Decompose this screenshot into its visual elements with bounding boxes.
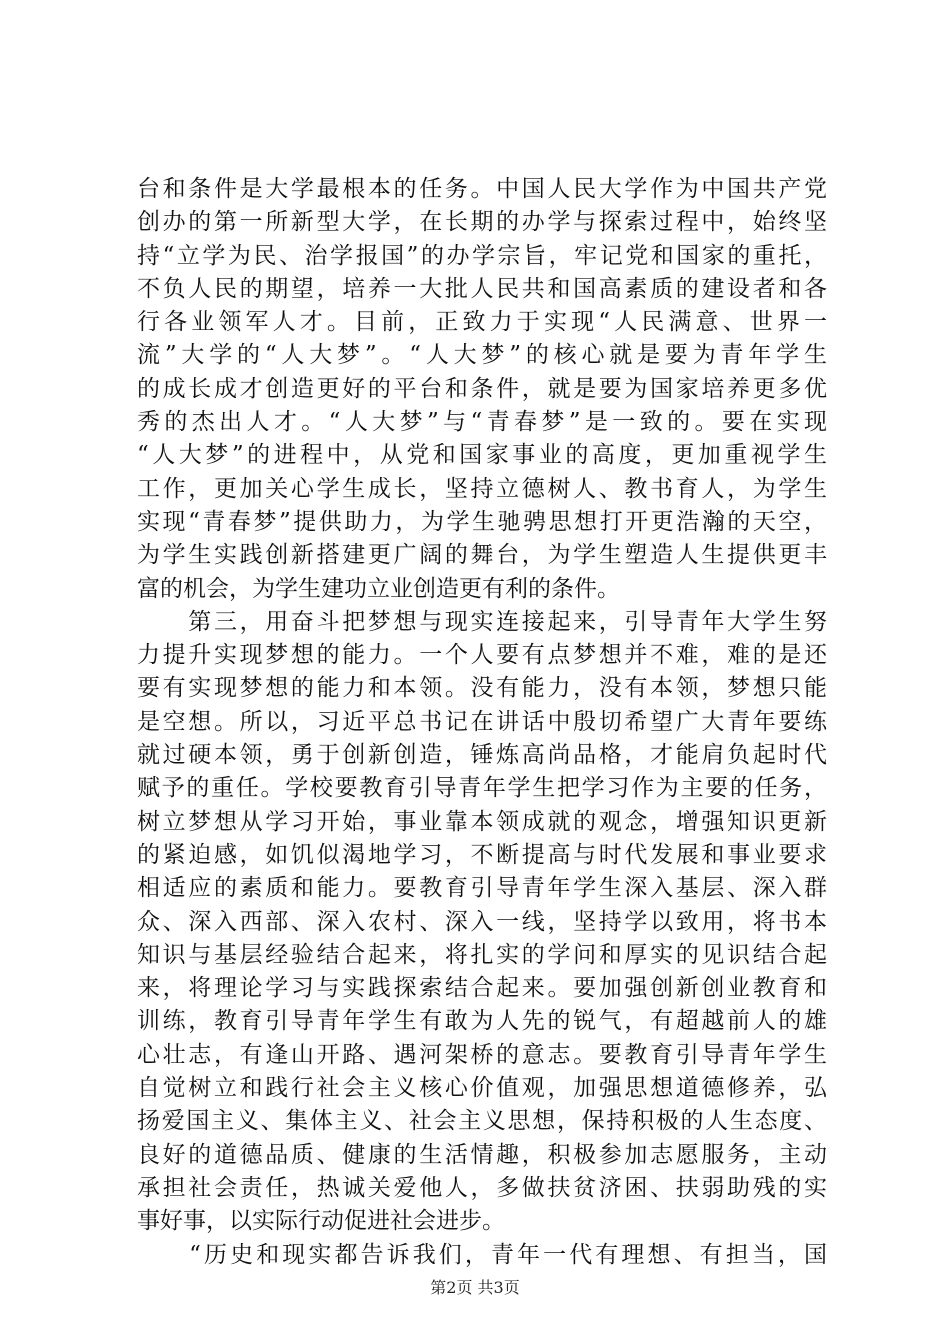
text-line: 训练，教育引导青年学生有敢为人先的锐气，有超越前人的雄: [137, 1008, 827, 1035]
text-line: 众、深入西部、深入农村、深入一线，坚持学以致用，将书本: [137, 908, 827, 935]
body-text: [137, 173, 827, 1272]
text-line: 的紧迫感，如饥似渴地学习，不断提高与时代发展和事业要求: [137, 841, 827, 868]
text-line: 行各业领军人才。目前，正致力于实现“人民满意、世界一: [137, 309, 827, 336]
text-line: 良好的道德品质、健康的生活情趣，积极参加志愿服务，主动: [137, 1141, 827, 1168]
text-line: 事好事，以实际行动促进社会进步。: [137, 1208, 505, 1235]
text-line: “历史和现实都告诉我们，青年一代有理想、有担当，国: [137, 1241, 827, 1268]
text-line: 工作，更加关心学生成长，坚持立德树人、教书育人，为学生: [137, 475, 827, 502]
text-line: 富的机会，为学生建功立业创造更有利的条件。: [137, 575, 620, 602]
text-line: 第三，用奋斗把梦想与现实连接起来，引导青年大学生努: [137, 608, 827, 635]
text-line: 实现“青春梦”提供助力，为学生驰骋思想打开更浩瀚的天空，: [137, 508, 827, 535]
text-line: 台和条件是大学最根本的任务。中国人民大学作为中国共产党: [137, 176, 827, 202]
text-line: 流”大学的“人大梦”。“人大梦”的核心就是要为青年学生: [137, 342, 827, 369]
text-line: 来，将理论学习与实践探索结合起来。要加强创新创业教育和: [137, 975, 827, 1002]
text-line: 为学生实践创新搭建更广阔的舞台，为学生塑造人生提供更丰: [137, 542, 827, 569]
text-line: 知识与基层经验结合起来，将扎实的学问和厚实的见识结合起: [137, 941, 827, 968]
text-line: 就过硬本领，勇于创新创造，锤炼高尚品格，才能肩负起时代: [137, 742, 827, 769]
text-line: 创办的第一所新型大学，在长期的办学与探索过程中，始终坚: [137, 209, 827, 236]
text-line: 的成长成才创造更好的平台和条件，就是要为国家培养更多优: [137, 375, 827, 402]
text-line: 扬爱国主义、集体主义、社会主义思想，保持积极的人生态度、: [137, 1108, 827, 1135]
text-line: 相适应的素质和能力。要教育引导青年学生深入基层、深入群: [137, 875, 827, 902]
text-line: 力提升实现梦想的能力。一个人要有点梦想并不难，难的是还: [137, 642, 827, 669]
text-line: 不负人民的期望，培养一大批人民共和国高素质的建设者和各: [137, 275, 827, 302]
text-line: 心壮志，有逢山开路、遇河架桥的意志。要教育引导青年学生: [137, 1041, 827, 1068]
text-line: 赋予的重任。学校要教育引导青年学生把学习作为主要的任务，: [137, 775, 827, 802]
page-footer: 第2页 共3页: [430, 1278, 520, 1297]
text-line: 持“立学为民、治学报国”的办学宗旨，牢记党和国家的重托，: [137, 242, 827, 269]
text-line: 秀的杰出人才。“人大梦”与“青春梦”是一致的。要在实现: [137, 409, 827, 436]
text-line: 树立梦想从学习开始，事业靠本领成就的观念，增强知识更新: [137, 808, 827, 835]
text-line: 要有实现梦想的能力和本领。没有能力，没有本领，梦想只能: [137, 675, 827, 702]
text-line: 是空想。所以，习近平总书记在讲话中殷切希望广大青年要练: [137, 708, 827, 735]
text-line: 承担社会责任，热诚关爱他人，多做扶贫济困、扶弱助残的实: [137, 1174, 827, 1201]
text-line: 自觉树立和践行社会主义核心价值观，加强思想道德修养，弘: [137, 1075, 827, 1102]
text-line: “人大梦”的进程中，从党和国家事业的高度，更加重视学生: [137, 442, 827, 469]
